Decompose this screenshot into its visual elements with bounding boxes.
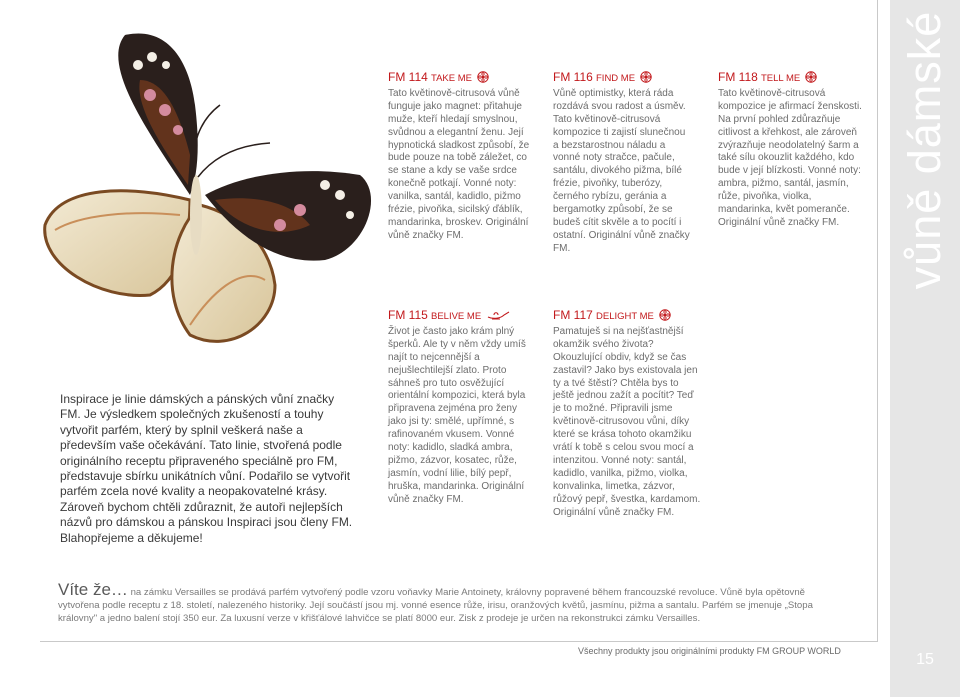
product-code: FM 116 bbox=[553, 70, 593, 84]
butterfly-image bbox=[40, 25, 380, 355]
flower-icon bbox=[477, 71, 489, 83]
sidebar bbox=[890, 0, 960, 697]
flower-icon bbox=[805, 71, 817, 83]
product-code: FM 117 bbox=[553, 308, 593, 322]
product-code: FM 115 bbox=[388, 308, 428, 322]
did-you-know-text: na zámku Versailles se prodává parfém vytvořený podle vzoru voňavky Marie Antoinety, královny popravené během francouzské revoluce. Vůně byla opětovně vytvořena podle receptu z 18. století, nalezeného historiky. Její součástí jsou mj. vonné esence růže, irisu, oranžových květů, jasmínu, pižma a santalu. Parfém se jmenuje „Stopa královny" a jedno balení stojí 350 eur. Za luxusní verze v křišťálové lahvičce se platí 8000 eur. Zisk z prodeje je určen na rekonstrukci zámku Versailles. bbox=[58, 587, 813, 624]
product-description: Život je často jako krám plný šperků. Ale ty v něm vždy umíš najít to nejcennější a nejušlechtilejší zlato. Proto sáhneš pro tuto osvěžující orientální kompozici, která byla připravena zejména pro ženy jako jsi ty: smělé, upřímné, s rafinovaném vkusem. Vonné noty: kadidlo, sladká ambra, pižmo, zázvor, kosatec, růže, jasmín, vodní lilie, bílý pepř, hruška, mandarinka. Originální vůně značky FM. bbox=[388, 325, 526, 505]
product-description: Vůně optimistky, která ráda rozdává svou radost a úsměv. Tato květinově-citrusová kompozice ti zajistí slunečnou a bezstarostnou náladu a vonné noty stračce, pačule, santálu, divokého pižma, bílé frézie, pivoňky, tuberózy, černého rybízu, geránia a bergamotky způsobí, že se budeš cítit skvěle a to pocítí i ostatní. Originální vůně značky FM. bbox=[553, 87, 690, 254]
footer-note: Všechny produkty jsou originálními produkty FM GROUP WORLD bbox=[578, 646, 841, 656]
product-name: TELL ME bbox=[761, 73, 801, 84]
did-you-know-title: Víte že… bbox=[58, 580, 128, 599]
product-name: DELIGHT ME bbox=[596, 311, 654, 322]
product-name: TAKE ME bbox=[431, 73, 472, 84]
product-code: FM 114 bbox=[388, 70, 428, 84]
product-fm118 bbox=[718, 71, 863, 230]
flower-icon bbox=[640, 71, 652, 83]
lamp-icon bbox=[486, 309, 510, 321]
intro-paragraph: Inspirace je linie dámských a pánských vůní značky FM. Je výsledkem společných zkušeností a touhy vytvořit parfém, který by splnil veškerá naše a především vaše očekávání. Tato linie, stvořená podle originálního receptu připraveného speciálně pro FM, představuje sbírku unikátních vůní. Podařilo se vytvořit parfém zcela nové kvality a neopakovatelné krásy. Zároveň bychom chtěli zdůraznit, že autoři nejlepších názvů pro dámskou a pánskou Inspiraci jsou členy FM. Blahopřejeme a děkujeme! bbox=[60, 392, 353, 545]
did-you-know bbox=[58, 580, 848, 625]
product-description: Tato květinově-citrusová vůně funguje jako magnet: přitahuje muže, kteří hledají smyslnou, svůdnou a elegantní ženu. Její hypnotická sladkost způsobí, že bude pouze na tobě záležet, co se stane a kdy se vaše srdce konečně potkají. Vonné noty: vanilka, santál, kadidlo, pižmo frézie, pivoňka, sicilský ďáblík, mandarinka, broskev. Originální vůně značky FM. bbox=[388, 87, 530, 241]
product-fm116 bbox=[553, 71, 693, 256]
product-code: FM 118 bbox=[718, 70, 758, 84]
product-fm114 bbox=[388, 71, 538, 243]
product-description: Pamatuješ si na nejšťastnější okamžik svého života? Okouzlující obdiv, když se čas zastavil? Jako bys existovala jen ty a tvé štěstí? Chtěla bys to ještě jednou zažít a pocítit? Teď je to možné. Připravili jsme květinově-citrusovou vůni, díky které se krása tohoto okamžiku vrátí k tobě s celou svou mocí a intenzitou. Vonné noty: santál, kadidlo, vanilka, pižmo, violka, konvalinka, limetka, zázvor, růžový pepř, švestka, kardamom. Originální vůně značky FM. bbox=[553, 325, 701, 518]
product-name: BELIVE ME bbox=[431, 311, 482, 322]
page-number: 15 bbox=[916, 651, 934, 668]
vertical-section-title: vůně dámské bbox=[899, 10, 950, 290]
product-name: FIND ME bbox=[596, 73, 636, 84]
intro-text bbox=[60, 392, 355, 546]
flower-icon bbox=[659, 309, 671, 321]
product-description: Tato květinově-citrusová kompozice je afirmací ženskosti. Na první pohled zdůrazňuje citlivost a křehkost, ale zároveň zvýrazňuje neodolatelný šarm a také sílu okouzlit každého, kdo bude v její blízkosti. Vonné noty: ambra, pižmo, santál, jasmín, růže, pivoňka, violka, mandarinka, květ pomeranče. Originální vůně značky FM. bbox=[718, 87, 862, 228]
product-fm117 bbox=[553, 309, 701, 520]
product-fm115 bbox=[388, 309, 538, 507]
